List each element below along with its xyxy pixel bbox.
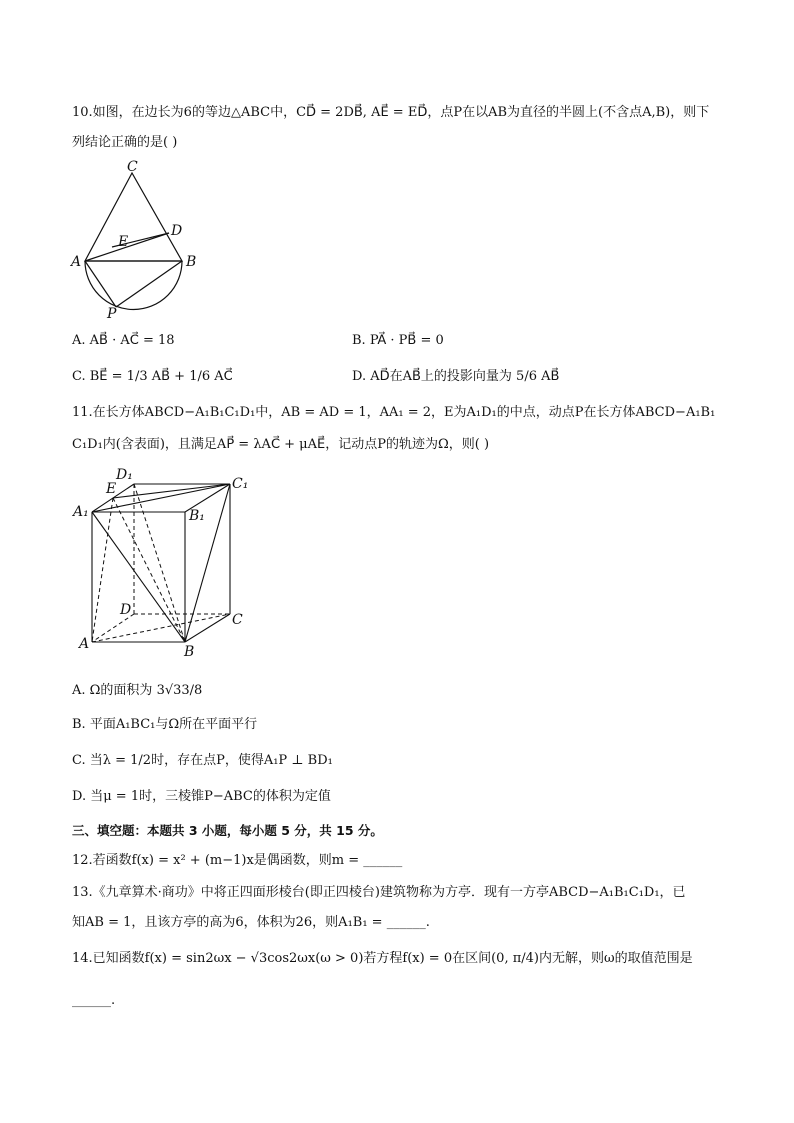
q10-option-b: B. PA⃗ · PB⃗ = 0: [352, 333, 444, 348]
q11-label-B1: B₁: [189, 508, 205, 524]
q14-line1: 14.已知函数f(x) = sin2ωx − √3cos2ωx(ω > 0)若方程f(x) = 0在区间(0, π/4)内无解，则ω的取值范围是: [72, 951, 693, 966]
q10-label-B: B: [186, 254, 197, 270]
q10-label-E: E: [118, 234, 129, 250]
q10-stem-line2: 列结论正确的是( ): [72, 135, 178, 150]
q11-option-b: B. 平面A₁BC₁与Ω所在平面平行: [72, 717, 258, 732]
q10-label-A: A: [71, 254, 82, 270]
q11-label-A: A: [79, 636, 90, 652]
q11-label-C: C: [232, 612, 243, 628]
q10-option-c: C. BE⃗ = 1/3 AB⃗ + 1/6 AC⃗: [72, 369, 233, 384]
q10-label-C: C: [127, 160, 138, 175]
q13-line1: 13.《九章算术·商功》中将正四面形棱台(即正四棱台)建筑物称为方亭．现有一方亭ABCD−A₁B₁C₁D₁，已: [72, 885, 686, 900]
q11-label-A1: A₁: [73, 504, 89, 520]
section-3-heading: 三、填空题：本题共 3 小题，每小题 5 分，共 15 分。: [72, 823, 383, 838]
q11-cuboid-figure: [70, 462, 260, 662]
q11-option-a: A. Ω的面积为 3√33/8: [72, 683, 203, 698]
q10-label-P: P: [107, 306, 117, 320]
q10-option-d: D. AD⃗在AB⃗上的投影向量为 5/6 AB⃗: [352, 369, 560, 384]
q11-option-d: D. 当μ = 1时，三棱锥P−ABC的体积为定值: [72, 789, 331, 804]
q11-label-B: B: [184, 644, 195, 660]
q10-triangle-semicircle-figure: [66, 160, 216, 320]
q10-option-a: A. AB⃗ · AC⃗ = 18: [72, 333, 175, 348]
q13-line2: 知AB = 1，且该方亭的高为6，体积为26，则A₁B₁ = ______.: [72, 915, 430, 930]
q11-label-D: D: [120, 602, 132, 618]
q14-line2: ______.: [72, 993, 116, 1008]
q10-label-D: D: [171, 223, 183, 239]
q11-stem-line2: C₁D₁内(含表面)，且满足AP⃗ = λAC⃗ + μAE⃗，记动点P的轨迹为Ω，则( ): [72, 437, 490, 452]
q10-stem-line1: 10.如图，在边长为6的等边△ABC中，CD⃗ = 2DB⃗, AE⃗ = ED⃗，点P在以AB为直径的半圆上(不含点A,B)，则下: [72, 105, 710, 120]
q11-label-D1: D₁: [116, 467, 133, 483]
q11-option-c: C. 当λ = 1/2时，存在点P，使得A₁P ⊥ BD₁: [72, 753, 333, 768]
q12-text: 12.若函数f(x) = x² + (m−1)x是偶函数，则m = ______: [72, 853, 403, 868]
q11-label-C1: C₁: [232, 476, 249, 492]
q11-label-E: E: [106, 481, 117, 497]
q11-stem-line1: 11.在长方体ABCD−A₁B₁C₁D₁中，AB = AD = 1，AA₁ = 2，E为A₁D₁的中点，动点P在长方体ABCD−A₁B₁: [72, 405, 716, 420]
